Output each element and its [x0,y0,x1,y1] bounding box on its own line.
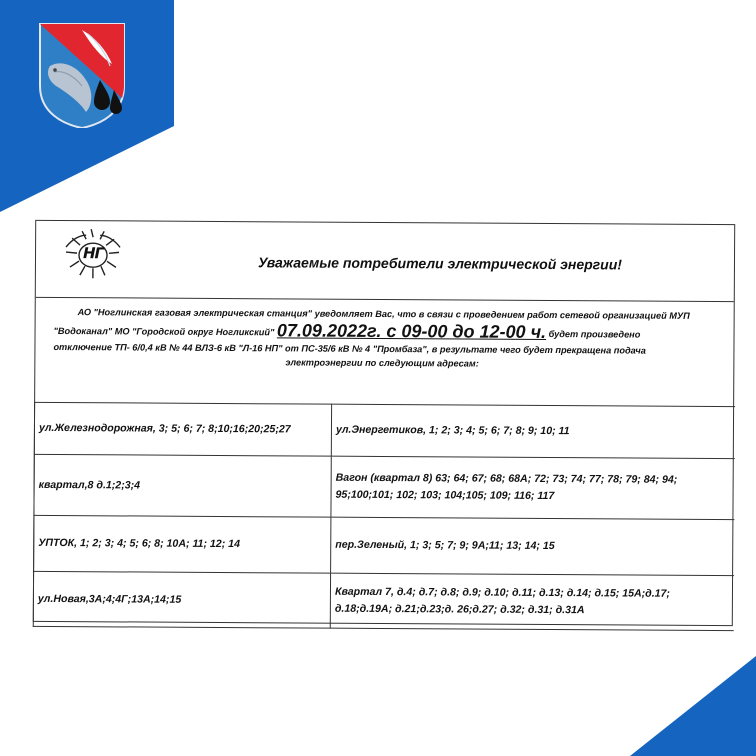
notice-line-2 [54,321,641,342]
table-row [34,515,735,575]
address-cell: ул.Новая,3А;4;4Г;13А;14;15 [33,571,330,628]
table-row [33,571,734,630]
address-cell: Квартал 7, д.4; д.7; д.8; д.9; д.10; д.11; д.13; д.14; д.15; 15А;д.17; д.18;д.19А; д.21;д.23;д. 26;д.27; д.32; д.31; д.31А [330,573,734,630]
outage-notice-sheet [33,220,735,626]
notice-line-3: отключение ТП- 6/0,4 кВ № 44 ВЛЗ-6 кВ "Л-16 НП" от ПС-35/6 кВ № 4 "Промбаза", в результате чего будет прекращена подача [53,341,646,356]
notice-header [36,221,734,302]
notice-line-2-end: будет произведено [548,329,641,340]
address-cell: ул.Энергетиков, 1; 2; 3; 4; 5; 6; 7; 8; 9; 10; 11 [331,404,735,458]
addresses-table [33,402,735,631]
address-cell: УПТОК, 1; 2; 3; 4; 5; 6; 8; 10А; 11; 12; 14 [34,515,331,573]
sun-logo-icon [56,225,130,285]
address-cell: ул.Железнодорожная, 3; 5; 6; 7; 8;10;16;20;25;27 [34,402,331,456]
notice-line-4: электроэнергии по следующим адресам: [285,357,479,369]
table-row [34,454,735,519]
address-cell: Вагон (квартал 8) 63; 64; 67; 68; 68А; 72; 73; 74; 77; 78; 79; 84; 94; 95;100;101; 102; 103; 104;105; 109; 116; 117 [331,456,735,519]
notice-line-1: АО "Ноглинская газовая электрическая станция" уведомляет Вас, что в связи с проведением работ сетевой организацией МУП [77,307,690,321]
fish-and-oil-drops-crest-icon [36,20,128,128]
outage-date-time: 07.09.2022г. с 09-00 до 12-00 ч. [276,320,547,342]
notice-body [36,305,734,369]
notice-heading: Уважаемые потребители электрической энергии! [257,254,622,273]
logo-text: НГ [82,244,104,263]
address-cell: пер.Зеленый, 1; 3; 5; 7; 9; 9А;11; 13; 14; 15 [331,517,735,575]
table-row [34,402,735,458]
address-cell: квартал,8 д.1;2;3;4 [34,454,331,517]
notice-line-2-start: "Водоканал" МО "Городской округ Ногликский" [53,325,275,338]
